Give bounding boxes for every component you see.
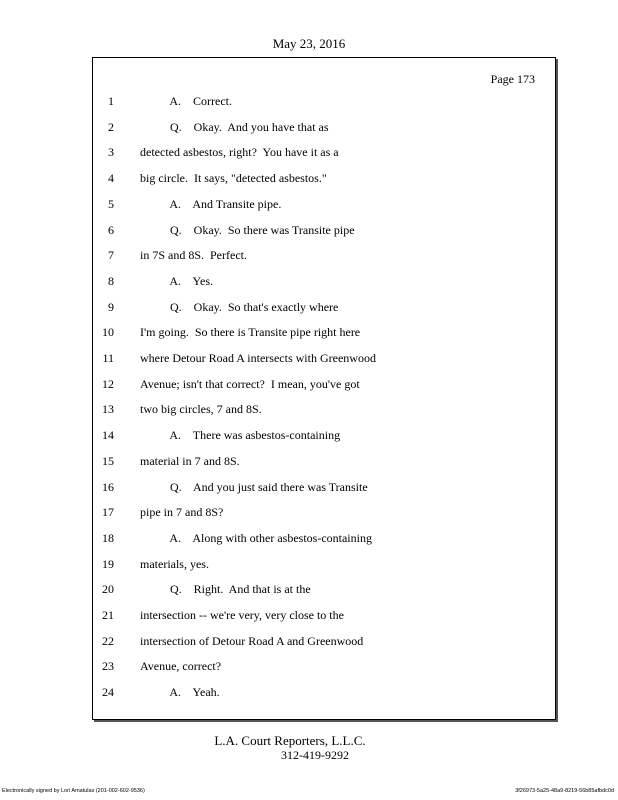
transcript-line bbox=[93, 504, 553, 520]
line-number: 6 bbox=[108, 222, 114, 237]
line-text: A. Along with other asbestos-containing bbox=[140, 530, 372, 545]
transcript-line bbox=[93, 273, 553, 289]
line-text: Q. Okay. So there was Transite pipe bbox=[140, 222, 355, 237]
line-number: 22 bbox=[102, 633, 114, 648]
transcript-line bbox=[93, 247, 553, 263]
transcript-line bbox=[93, 530, 553, 546]
line-number: 10 bbox=[102, 325, 114, 340]
line-text: pipe in 7 and 8S? bbox=[140, 505, 224, 520]
line-number: 1 bbox=[108, 94, 114, 108]
transcript-page bbox=[92, 57, 556, 720]
line-number: 19 bbox=[102, 556, 114, 571]
line-text: intersection of Detour Road A and Greenwood bbox=[140, 633, 364, 648]
line-number: 4 bbox=[108, 171, 114, 186]
transcript-line bbox=[93, 222, 553, 238]
transcript-line bbox=[93, 144, 553, 160]
transcript-line bbox=[93, 479, 553, 495]
line-number: 3 bbox=[108, 145, 114, 160]
document-id: 3f26973-5a25-48a9-8219-56b85afbdc0d bbox=[515, 788, 614, 794]
line-number: 13 bbox=[102, 402, 114, 417]
transcript-line bbox=[93, 93, 553, 109]
transcript-line bbox=[93, 196, 553, 212]
line-text: big circle. It says, "detected asbestos." bbox=[140, 171, 327, 186]
line-text: materials, yes. bbox=[140, 556, 209, 571]
transcript-line bbox=[93, 401, 553, 417]
line-number: 2 bbox=[108, 119, 114, 134]
transcript-line bbox=[93, 119, 553, 135]
line-number: 8 bbox=[108, 273, 114, 288]
transcript-line bbox=[93, 299, 553, 315]
line-text: material in 7 and 8S. bbox=[140, 453, 240, 468]
line-text: A. There was asbestos-containing bbox=[140, 428, 341, 443]
header-date: May 23, 2016 bbox=[272, 36, 346, 51]
line-number: 11 bbox=[102, 351, 114, 365]
line-text: Avenue; isn't that correct? I mean, you've got bbox=[140, 376, 360, 391]
line-number: 15 bbox=[102, 453, 114, 468]
footer-phone: 312-419-9292 bbox=[281, 748, 349, 762]
transcript-line bbox=[93, 170, 553, 186]
page-number: Page 173 bbox=[490, 72, 535, 86]
line-number: 5 bbox=[108, 196, 114, 211]
line-text: in 7S and 8S. Perfect. bbox=[140, 248, 247, 263]
line-number: 12 bbox=[102, 376, 114, 391]
line-number: 16 bbox=[102, 479, 114, 494]
line-text: Q. Okay. And you have that as bbox=[140, 119, 329, 134]
line-text: Q. Right. And that is at the bbox=[140, 582, 311, 597]
line-text: Avenue, correct? bbox=[140, 659, 222, 674]
line-text: two big circles, 7 and 8S. bbox=[140, 402, 262, 417]
transcript-line bbox=[93, 658, 553, 674]
line-text: A. Correct. bbox=[140, 94, 232, 108]
line-number: 18 bbox=[102, 530, 114, 545]
transcript-line bbox=[93, 427, 553, 443]
transcript-line bbox=[93, 350, 553, 366]
line-text: intersection -- we're very, very close to the bbox=[140, 608, 344, 622]
transcript-line bbox=[93, 453, 553, 469]
line-number: 7 bbox=[108, 248, 114, 263]
line-text: A. Yes. bbox=[140, 273, 214, 288]
line-number: 21 bbox=[102, 608, 114, 622]
line-text: A. And Transite pipe. bbox=[140, 196, 282, 211]
transcript-line bbox=[93, 556, 553, 572]
footer-company: L.A. Court Reporters, L.L.C. bbox=[214, 733, 366, 748]
electronic-signature: Electronically signed by Lori Amatulas (201-002-602-9536) bbox=[2, 788, 145, 794]
transcript-line bbox=[93, 376, 553, 392]
line-text: Q. And you just said there was Transite bbox=[140, 479, 368, 494]
line-number: 17 bbox=[102, 505, 114, 520]
transcript-line bbox=[93, 633, 553, 649]
line-text: detected asbestos, right? You have it as a bbox=[140, 145, 339, 160]
line-number: 9 bbox=[108, 299, 114, 314]
line-number: 20 bbox=[102, 582, 114, 597]
line-text: where Detour Road A intersects with Greenwood bbox=[140, 351, 376, 365]
transcript-line bbox=[93, 684, 553, 700]
line-number: 24 bbox=[102, 685, 114, 700]
line-number: 14 bbox=[102, 428, 114, 443]
transcript-line bbox=[93, 581, 553, 597]
transcript-line bbox=[93, 607, 553, 623]
line-text: A. Yeah. bbox=[140, 685, 220, 700]
line-text: I'm going. So there is Transite pipe right here bbox=[140, 325, 361, 340]
line-number: 23 bbox=[102, 659, 114, 674]
transcript-line bbox=[93, 324, 553, 340]
line-text: Q. Okay. So that's exactly where bbox=[140, 299, 339, 314]
